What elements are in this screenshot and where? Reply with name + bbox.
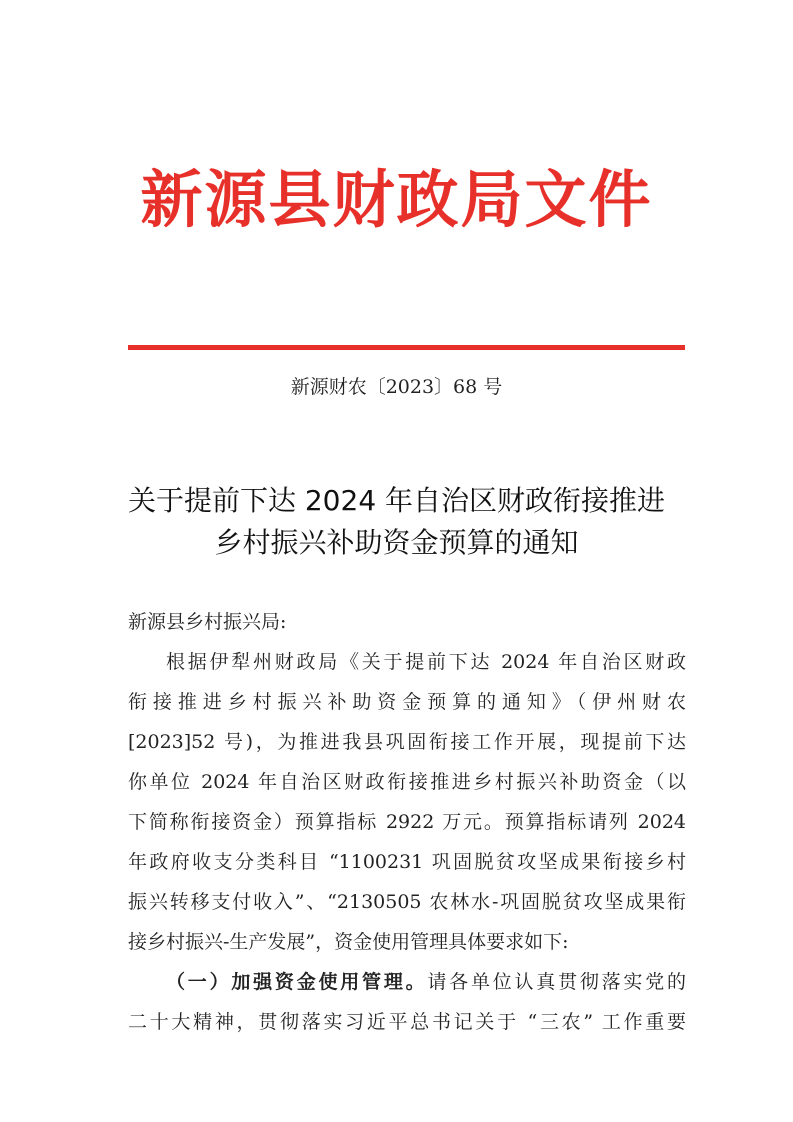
paragraph-1-line: [2023]52 号)，为推进我县巩固衔接工作开展，现提前下达 (128, 731, 686, 753)
title-line-2: 乡村振兴补助资金预算的通知 (214, 526, 579, 559)
section-1-line: 请各单位认真贯彻落实党的 (427, 971, 686, 993)
addressee: 新源县乡村振兴局: (128, 611, 287, 633)
red-header-rule (128, 345, 685, 350)
paragraph-1 (128, 642, 686, 962)
document-title (100, 480, 693, 564)
section-1-first-line (128, 962, 686, 1002)
document-body (128, 602, 686, 1042)
paragraph-1-line: 接乡村振兴-生产发展”，资金使用管理具体要求如下: (128, 931, 569, 953)
paragraph-1-line: 根据伊犁州财政局《关于提前下达 2024 年自治区财政 (166, 651, 686, 673)
document-number: 新源财农〔2023〕68 号 (290, 376, 503, 398)
paragraph-1-line: 下简称衔接资金）预算指标 2922 万元。预算指标请列 2024 (128, 811, 686, 833)
paragraph-1-line: 你单位 2024 年自治区财政衔接推进乡村振兴补助资金（以 (128, 771, 686, 793)
paragraph-1-line: 衔接推进乡村振兴补助资金预算的通知》（伊州财农 (128, 691, 686, 713)
paragraph-1-line: 振兴转移支付收入”、“2130505 农林水-巩固脱贫攻坚成果衔 (128, 891, 686, 913)
document-masthead: 新源县财政局文件 (140, 163, 653, 236)
title-line-1: 关于提前下达 2024 年自治区财政衔接推进 (127, 484, 666, 517)
section-1 (128, 962, 686, 1042)
section-1-line: 二十大精神，贯彻落实习近平总书记关于 “三农” 工作重要 (128, 1011, 686, 1033)
paragraph-1-line: 年政府收支分类科目 “1100231 巩固脱贫攻坚成果衔接乡村 (128, 851, 686, 873)
section-1-heading: （一）加强资金使用管理。 (166, 971, 428, 993)
